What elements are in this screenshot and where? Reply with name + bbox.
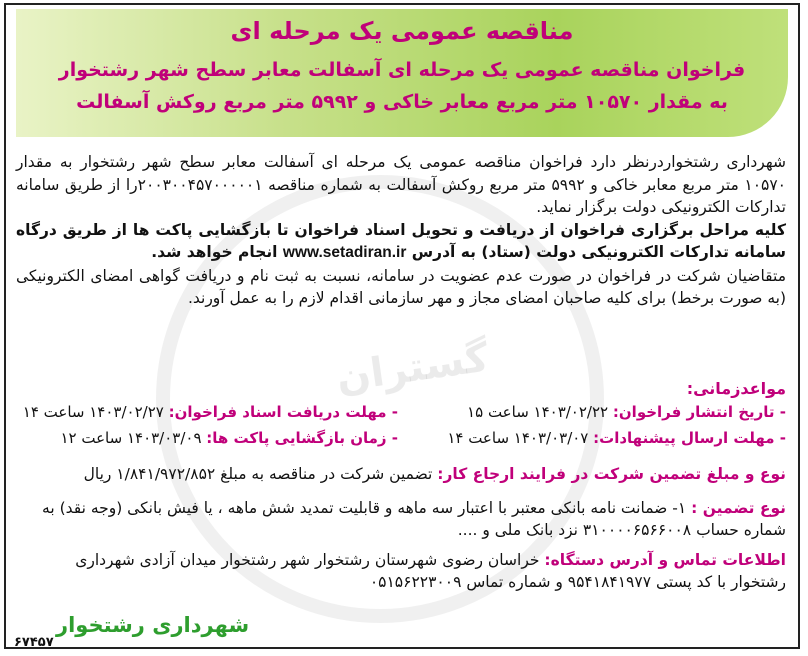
- paragraph-2: [16, 219, 786, 265]
- municipality-signature: شهرداری رشتخوار: [56, 613, 250, 637]
- doc-deadline-row: [23, 403, 398, 421]
- main-body: [16, 151, 786, 310]
- paragraph-2-end: انجام خواهد شد.: [151, 243, 278, 261]
- guarantee-amount-label: نوع و مبلغ تضمین شرکت در فرایند ارجاع کار:: [437, 465, 786, 483]
- doc-deadline-value: ۱۴۰۳/۰۲/۲۷ ساعت ۱۴: [22, 403, 164, 421]
- paragraph-3: متقاضیان شرکت در فراخوان در صورت عدم عضویت در سامانه، نسبت به ثبت نام و دریافت گواهی امضای الکترونیکی (به صورت برخط) برای کلیه صاحبان امضای مجاز و مهر سازمانی اقدام لازم را به عمل آورند.: [16, 266, 786, 307]
- guarantee-amount: [16, 463, 786, 485]
- submit-deadline-row: [447, 429, 786, 447]
- doc-deadline-label: - مهلت دریافت اسناد فراخوان:: [168, 403, 398, 421]
- opening-time-label: - زمان بازگشایی پاکت ها:: [206, 429, 398, 447]
- paragraph-1: شهرداری رشتخواردرنظر دارد فراخوان مناقصه عمومی یک مرحله ای آسفالت معابر سطح شهر رشتخوار به مقدار ۱۰۵۷۰ متر مربع معابر خاکی و ۵۹۹۲ متر مربع روکش آسفالت به شماره مناقصه ۲۰۰۳۰۰۴۵۷۰۰۰۰۰۱را از طریق سامانه تدارکات الکترونیکی دولت برگزار نماید.: [16, 153, 787, 216]
- setadiran-link[interactable]: www.setadiran.ir: [282, 244, 407, 261]
- publish-date-row: [467, 403, 786, 421]
- contact-info: [16, 549, 786, 593]
- guarantee-type-label: نوع تضمین :: [691, 499, 786, 517]
- ad-code: ۶۷۴۵۷: [14, 635, 54, 650]
- subtitle-line-2: به مقدار ۱۰۵۷۰ متر مربع معابر خاکی و ۵۹۹۲ متر مربع روکش آسفالت: [76, 91, 728, 113]
- schedule-heading: مواعدزمانی:: [686, 379, 786, 398]
- notice-frame: [4, 3, 800, 649]
- opening-time-row: [60, 429, 398, 447]
- submit-deadline-value: ۱۴۰۳/۰۳/۰۷ ساعت ۱۴: [447, 429, 589, 447]
- publish-date-value: ۱۴۰۳/۰۲/۲۲ ساعت ۱۵: [467, 403, 609, 421]
- contact-text: خراسان رضوی شهرستان رشتخوار شهر رشتخوار میدان آزادی شهرداری رشتخوار با کد پستی ۹۵۴۱۸۴۱۹۷۷ و شماره تماس ۰۵۱۵۶۲۲۳۰۰۹: [75, 551, 786, 591]
- guarantee-amount-text: تضمین شرکت در مناقصه به مبلغ ۱/۸۴۱/۹۷۲/۸۵۲ ریال: [83, 465, 433, 483]
- opening-time-value: ۱۴۰۳/۰۳/۰۹ ساعت ۱۲: [60, 429, 202, 447]
- watermark-text: گستران: [333, 334, 492, 402]
- subtitle-line-1: فراخوان مناقصه عمومی یک مرحله ای آسفالت معابر سطح شهر رشتخوار: [58, 59, 746, 81]
- page-title: مناقصه عمومی یک مرحله ای: [230, 17, 574, 45]
- publish-date-label: - تاریخ انتشار فراخوان:: [612, 403, 786, 421]
- contact-label: اطلاعات تماس و آدرس دستگاه:: [544, 551, 786, 569]
- submit-deadline-label: - مهلت ارسال پیشنهادات:: [593, 429, 786, 447]
- header-banner: [16, 9, 788, 137]
- guarantee-type: [16, 497, 786, 541]
- paragraph-2-text: کلیه مراحل برگزاری فراخوان از دریافت و تحویل اسناد فراخوان تا بازگشایی پاکت ها از طریق درگاه سامانه تدارکات الکترونیکی دولت (ستاد) به آدرس: [16, 220, 786, 261]
- guarantee-type-text: ۱- ضمانت نامه بانکی معتبر با اعتبار سه ماهه و قابلیت تمدید شش ماهه ، یا فیش بانکی (وجه نقد) به شماره حساب ۳۱۰۰۰۰۶۵۶۶۰۰۸ نزد بانک ملی و ....: [42, 499, 786, 539]
